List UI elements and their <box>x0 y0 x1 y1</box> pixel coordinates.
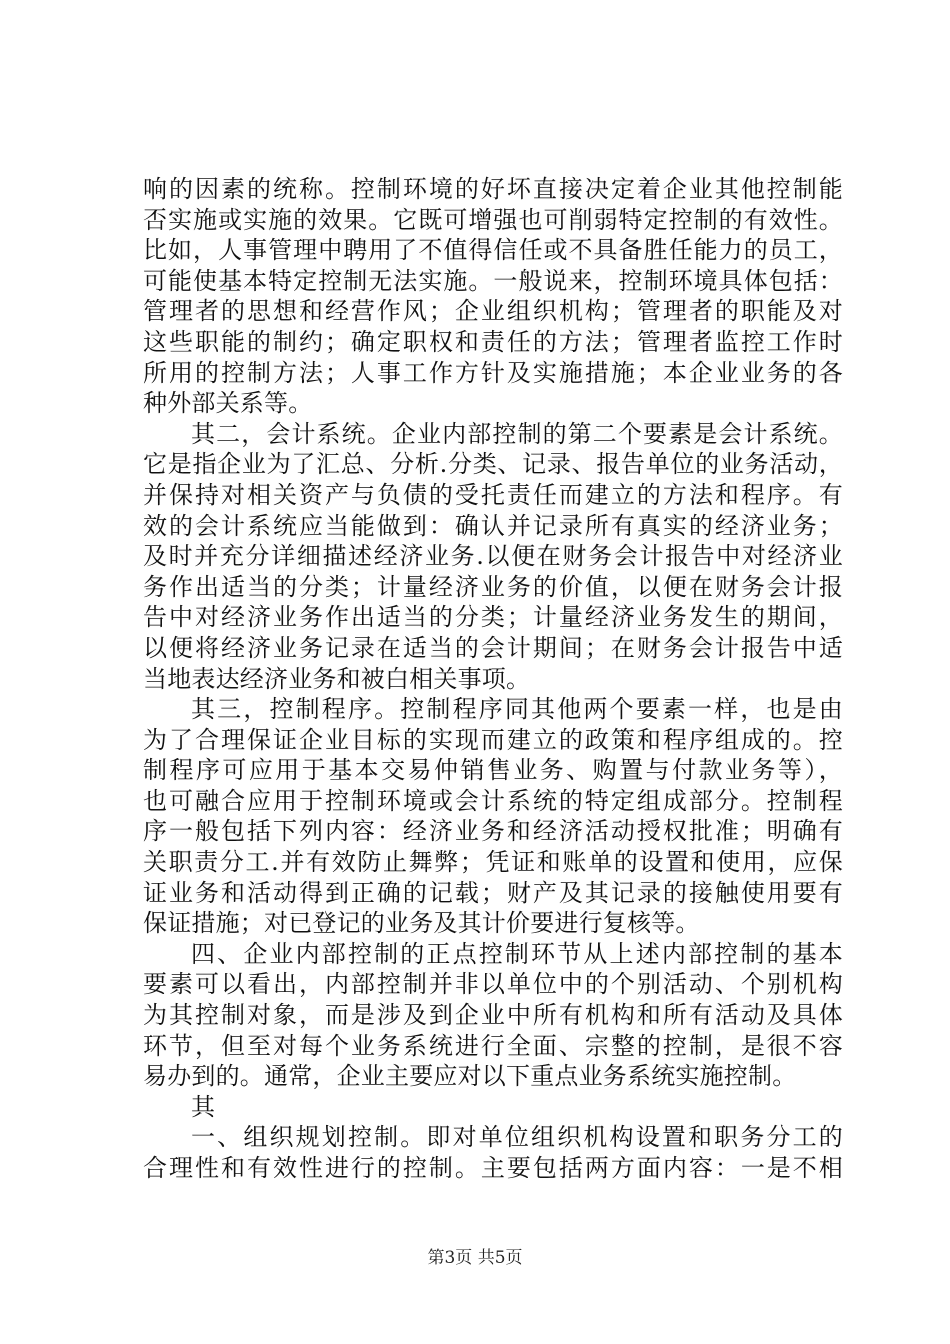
paragraph-start-line: 其二，会计系统。企业内部控制的第二个要素是会计系统。 <box>191 419 843 448</box>
paragraph-start-line: 一、组织规划控制。即对单位组织机构设置和职务分工的 <box>191 1123 843 1152</box>
paragraph-start-line: 其 <box>191 1092 216 1121</box>
text-line: 效的会计系统应当能做到：确认并记录所有真实的经济业务； <box>143 511 843 540</box>
text-line: 合理性和有效性进行的控制。主要包括两方面内容：一是不相 <box>143 1154 843 1182</box>
paragraph-start-line: 四、企业内部控制的正点控制环节从上述内部控制的基本 <box>191 939 843 968</box>
text-line: 它是指企业为了汇总、分析.分类、记录、报告单位的业务活动， <box>143 450 843 479</box>
text-line: 比如，人事管理中聘用了不值得信任或不具备胜任能力的员工， <box>143 236 843 265</box>
text-line: 证业务和活动得到正确的记载；财产及其记录的接触使用要有 <box>143 878 843 907</box>
text-line: 响的因素的统称。控制环境的好坏直接决定着企业其他控制能 <box>143 175 843 203</box>
paragraph-start-line: 其三，控制程序。控制程序同其他两个要素一样，也是由 <box>191 695 843 724</box>
text-line: 环节，但至对每个业务系统进行全面、宗整的控制，是很不容 <box>143 1031 843 1060</box>
text-line: 为了合理保证企业目标的实现而建立的政策和程序组成的。控 <box>143 725 843 754</box>
text-line: 为其控制对象，而是涉及到企业中所有机构和所有活动及具体 <box>143 1001 843 1030</box>
text-line: 所用的控制方法；人事工作方针及实施措施；本企业业务的各 <box>143 358 843 387</box>
text-line: 也可融合应用于控制环境或会计系统的特定组成部分。控制程 <box>143 786 843 815</box>
text-line: 务作出适当的分类；计量经济业务的价值，以便在财务会计报 <box>143 572 843 601</box>
text-line: 制程序可应用于基本交易仲销售业务、购置与付款业务等）， <box>143 756 843 785</box>
page-footer: 第3页 共5页 <box>427 1248 523 1268</box>
text-line: 种外部关系等。 <box>143 389 313 418</box>
text-line: 当地表达经济业务和被白相关事项。 <box>143 664 531 693</box>
text-line: 关职责分工.并有效防止舞弊；凭证和账单的设置和使用，应保 <box>143 848 843 877</box>
text-line: 要素可以看出，内部控制并非以单位中的个别活动、个别机构 <box>143 970 843 999</box>
text-line: 并保持对相关资产与负债的受托责任而建立的方法和程序。有 <box>143 480 843 509</box>
text-line: 易办到的。通常，企业主要应对以下重点业务系统实施控制。 <box>143 1062 797 1091</box>
text-line: 及时并充分详细描述经济业务.以便在财务会计报告中对经济业 <box>143 542 843 571</box>
document-body <box>143 174 843 1184</box>
text-line: 序一般包括下列内容：经济业务和经济活动授权批准；明确有 <box>143 817 843 846</box>
text-line: 以便将经济业务记录在适当的会计期间；在财务会计报告中适 <box>143 633 843 662</box>
text-line: 告中对经济业务作出适当的分类；计量经济业务发生的期间， <box>143 603 843 632</box>
text-line: 这些职能的制约；确定职权和责任的方法；管理者监控工作时 <box>143 327 843 356</box>
text-line: 管理者的思想和经营作风；企业组织机构；管理者的职能及对 <box>143 297 843 326</box>
text-line: 保证措施；对已登记的业务及其计价要进行复核等。 <box>143 909 700 938</box>
text-line: 否实施或实施的效果。它既可增强也可削弱特定控制的有效性。 <box>143 205 843 234</box>
text-line: 可能使基本特定控制无法实施。一般说来，控制环境具体包括： <box>143 266 843 295</box>
